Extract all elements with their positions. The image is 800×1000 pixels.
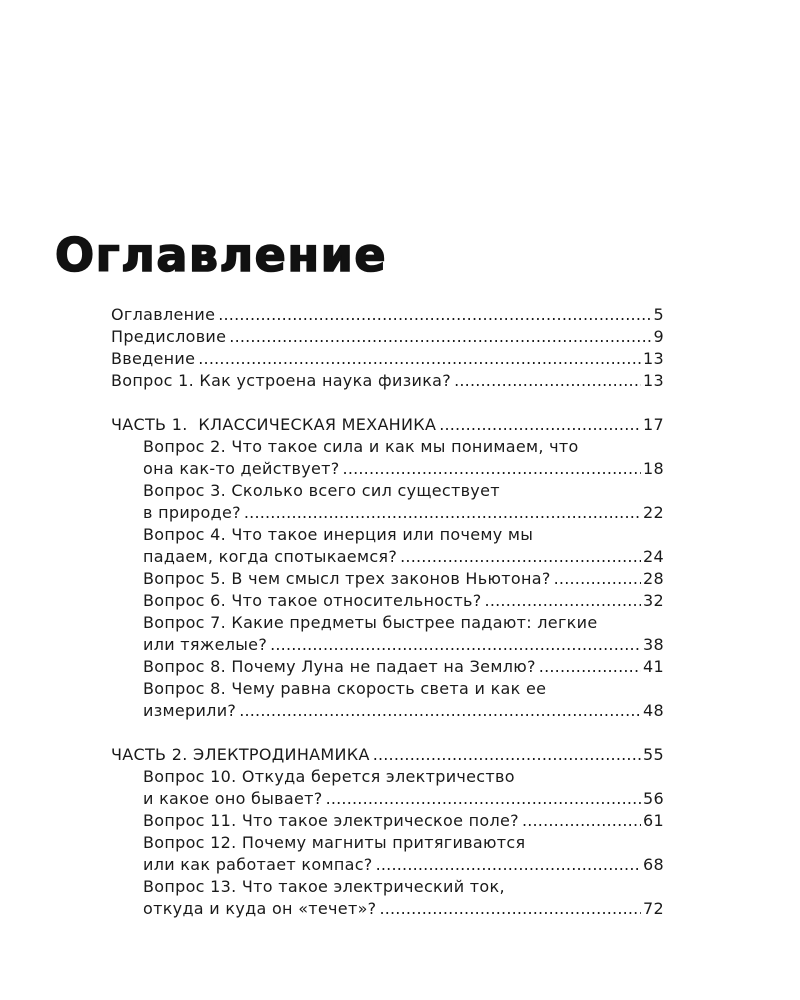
toc-entry-question-13 <box>111 876 664 920</box>
dot-leader <box>326 788 641 810</box>
toc-entry-title-line: Вопрос 6. Что такое относительность? <box>143 591 482 610</box>
toc-page-number: 32 <box>643 591 664 610</box>
toc-entry-question-8b <box>111 678 664 722</box>
toc-entry-title-line: она как-то действует? <box>143 459 340 478</box>
toc-page-number: 17 <box>643 415 664 434</box>
toc-page-number: 18 <box>643 459 664 478</box>
dot-leader <box>376 854 641 876</box>
toc-entry-question-7 <box>111 612 664 656</box>
toc-page-number: 5 <box>653 305 664 324</box>
dot-leader <box>554 568 641 590</box>
dot-leader <box>454 370 641 392</box>
toc-entry-title-line: Вопрос 13. Что такое электрический ток, <box>143 877 505 896</box>
toc-page-number: 56 <box>643 789 664 808</box>
toc-entry-contents <box>111 304 664 326</box>
toc-entry-title-line: Вопрос 5. В чем смысл трех законов Ньютона? <box>143 569 551 588</box>
toc-entry-question-5 <box>111 568 664 590</box>
toc-entry-question-1 <box>111 370 664 392</box>
toc-page-number: 22 <box>643 503 664 522</box>
toc-entry-title-line: Вопрос 2. Что такое сила и как мы понимаем, что <box>143 437 579 456</box>
dot-leader <box>270 634 641 656</box>
dot-leader <box>373 744 641 766</box>
table-of-contents <box>111 304 664 920</box>
toc-entry-title-line: в природе? <box>143 503 241 522</box>
toc-entry-title-line: Вопрос 11. Что такое электрическое поле? <box>143 811 519 830</box>
toc-entry-title: Вопрос 1. Как устроена наука физика? <box>111 371 452 390</box>
toc-entry-title-line: Вопрос 8. Чему равна скорость света и как ее <box>143 679 547 698</box>
toc-entry-question-12 <box>111 832 664 876</box>
dot-leader <box>229 326 651 348</box>
toc-entry-title-line: и какое оно бывает? <box>143 789 323 808</box>
dot-leader <box>343 458 642 480</box>
toc-entry-title: Предисловие <box>111 327 227 346</box>
toc-entry-title-line: Вопрос 10. Откуда берется электричество <box>143 767 515 786</box>
toc-page-number: 38 <box>643 635 664 654</box>
dot-leader <box>218 304 651 326</box>
toc-entry-title-line: откуда и куда он «течет»? <box>143 899 377 918</box>
toc-entry-preface <box>111 326 664 348</box>
toc-page-number: 28 <box>643 569 664 588</box>
toc-entry-introduction <box>111 348 664 370</box>
toc-page-number: 61 <box>643 811 664 830</box>
toc-entry-title-line: Вопрос 4. Что такое инерция или почему мы <box>143 525 534 544</box>
page-title: Оглавление <box>55 228 388 282</box>
dot-leader <box>400 546 641 568</box>
toc-entry-question-4 <box>111 524 664 568</box>
dot-leader <box>539 656 641 678</box>
toc-entry-question-2 <box>111 436 664 480</box>
dot-leader <box>244 502 641 524</box>
dot-leader <box>198 348 641 370</box>
toc-entry-title: Введение <box>111 349 196 368</box>
dot-leader <box>379 898 641 920</box>
toc-part-title: ЧАСТЬ 1. КЛАССИЧЕСКАЯ МЕХАНИКА <box>111 415 437 434</box>
toc-page-number: 9 <box>653 327 664 346</box>
toc-page-number: 24 <box>643 547 664 566</box>
toc-entry-question-10 <box>111 766 664 810</box>
toc-entry-question-3 <box>111 480 664 524</box>
toc-entry-title-line: Вопрос 7. Какие предметы быстрее падают: легкие <box>143 613 598 632</box>
toc-entry-title-line: или как работает компас? <box>143 855 373 874</box>
toc-page-number: 48 <box>643 701 664 720</box>
toc-part-title: ЧАСТЬ 2. ЭЛЕКТРОДИНАМИКА <box>111 745 370 764</box>
toc-page-number: 41 <box>643 657 664 676</box>
dot-leader <box>439 414 641 436</box>
dot-leader <box>485 590 641 612</box>
toc-entry-title-line: Вопрос 3. Сколько всего сил существует <box>143 481 500 500</box>
toc-part-2-heading <box>111 744 664 766</box>
toc-page-number: 13 <box>643 349 664 368</box>
toc-entry-question-11 <box>111 810 664 832</box>
toc-page-number: 72 <box>643 899 664 918</box>
toc-page-number: 68 <box>643 855 664 874</box>
toc-entry-title: Оглавление <box>111 305 216 324</box>
toc-entry-title-line: падаем, когда спотыкаемся? <box>143 547 398 566</box>
toc-entry-title-line: Вопрос 8. Почему Луна не падает на Землю? <box>143 657 536 676</box>
toc-entry-question-8a <box>111 656 664 678</box>
dot-leader <box>522 810 641 832</box>
dot-leader <box>239 700 641 722</box>
toc-entry-title-line: измерили? <box>143 701 237 720</box>
toc-entry-question-6 <box>111 590 664 612</box>
toc-entry-title-line: Вопрос 12. Почему магниты притягиваются <box>143 833 526 852</box>
toc-page-number: 13 <box>643 371 664 390</box>
toc-part-1-heading <box>111 414 664 436</box>
toc-entry-title-line: или тяжелые? <box>143 635 268 654</box>
toc-page-number: 55 <box>643 745 664 764</box>
